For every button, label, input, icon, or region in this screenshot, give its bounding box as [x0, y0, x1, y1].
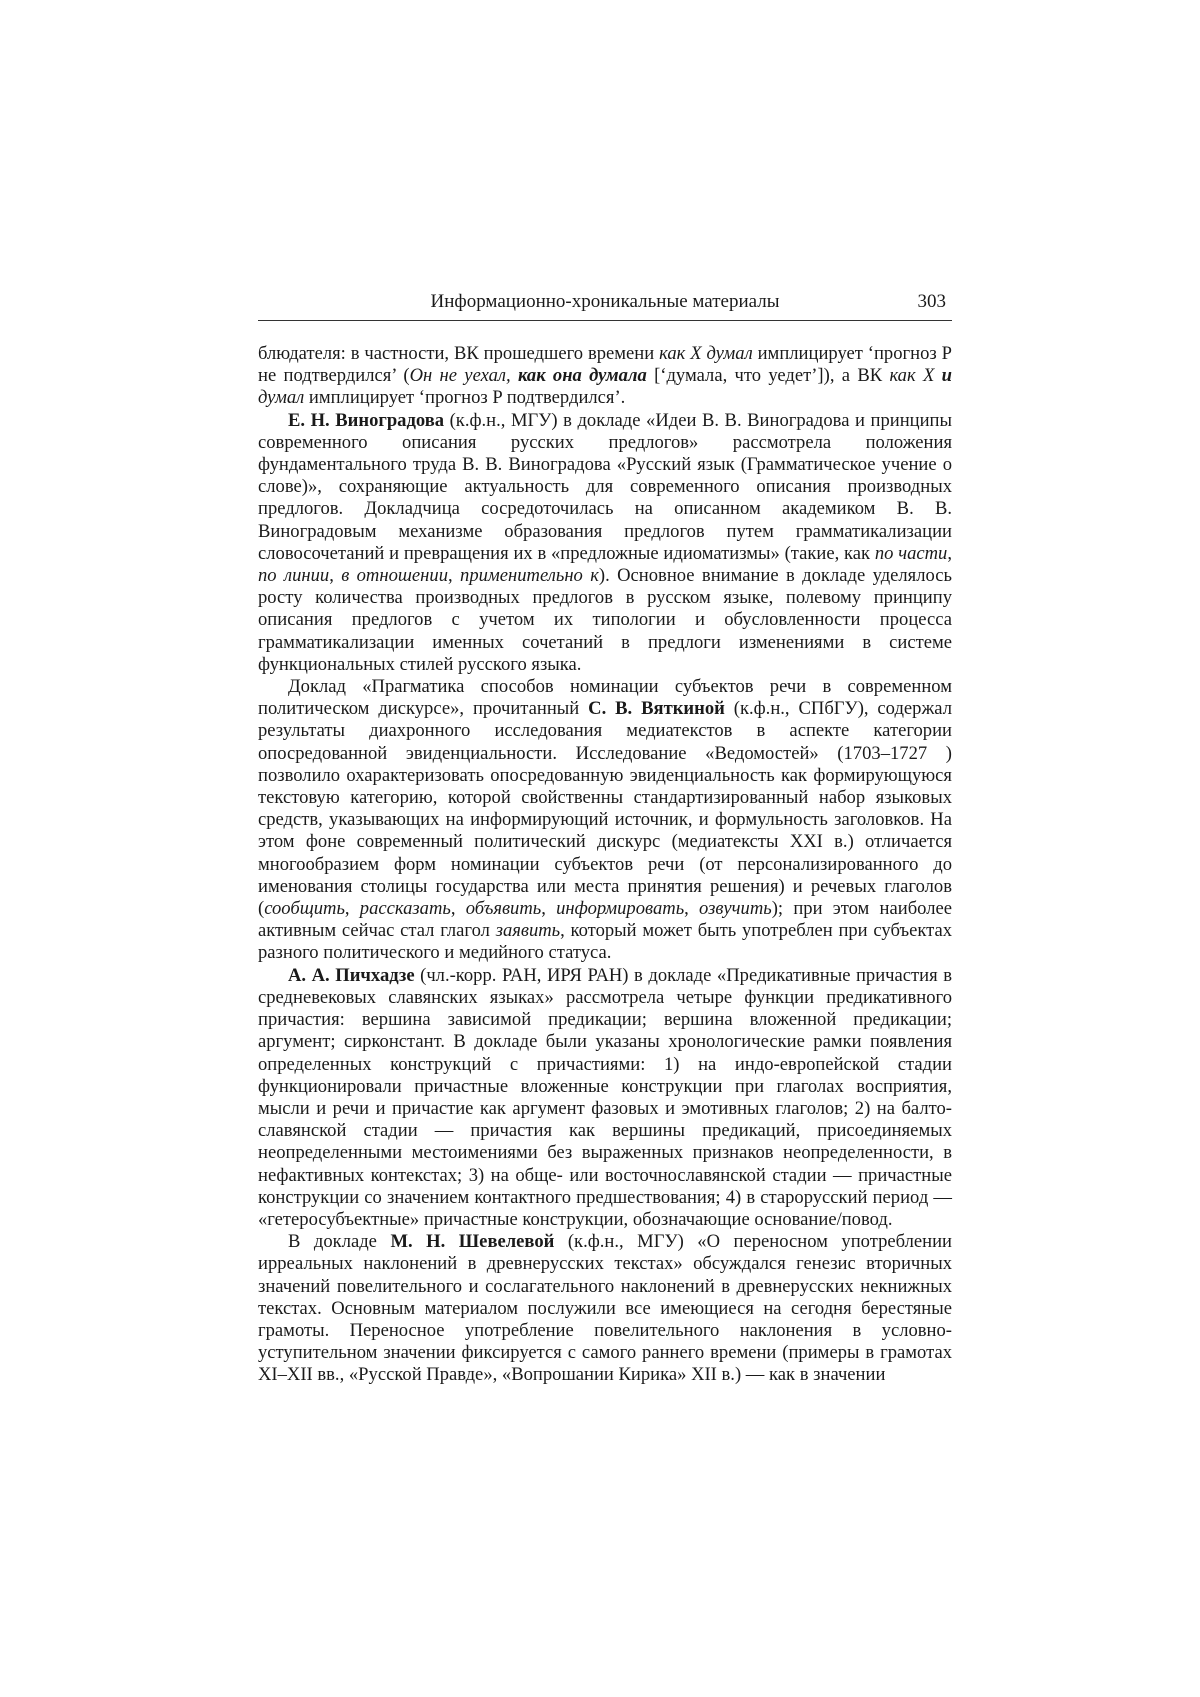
text-span: имплицирует ‘прогноз P не подтвердился’ ( [258, 343, 952, 387]
speaker-name: Е. Н. Виноградова [288, 409, 445, 431]
italic-text: как X [889, 365, 942, 387]
text-span: (к.ф.н., МГУ) «О переносном употреблении ирреальных наклонений в древнерусских текстах» обсуждался генезис вторичных значений повелительного и сослагательного наклонений в древнерусских некнижных текстах. Основным материалом послужили все имеющиеся на сегодня берестяные грамоты. Переносное употребление повелительного наклонения в условно-уступительном значении фиксируется с самого раннего времени (примеры в грамотах XI–XII вв., «Русской Правде», «Вопрошании Кирика» XII в.) — как в значении [258, 1231, 952, 1386]
italic-text: как она думала [517, 365, 647, 387]
running-header [258, 290, 952, 321]
italic-text: думал [258, 387, 305, 409]
text-span: блюдателя: в частности, ВК прошедшего времени [258, 343, 660, 364]
text-span: , [684, 898, 700, 920]
paragraph-5 [258, 1231, 952, 1386]
text-span: (к.ф.н., СПбГУ), содержал результаты диахронного исследования медиатекстов в аспекте категории опосредованной эвиденциальности. Исследование «Ведомостей» (1703–1727 ) позволило охарактеризовать опосредованную эвиденциальность как формирующуюся текстовую категорию, которой свойственны стандартизированный набор языковых средств, указывающих на информирующий источник, и формульность заголовков. На этом фоне современный политический дискурс (медиатексты XXI в.) отличается многообразием форм номинации субъектов речи (от персонализированного до именования столицы государства или места принятия решения) и речевых глаголов ( [258, 698, 952, 920]
speaker-name: С. В. Вяткиной [588, 698, 725, 720]
text-span: , [541, 898, 557, 920]
page-body [258, 343, 952, 1387]
italic-text: по части [874, 542, 948, 564]
italic-text: по линии [258, 565, 330, 587]
italic-text: в отношении [341, 565, 448, 587]
running-title: Информационно-хроникальные материалы [430, 291, 780, 312]
text-span: (к.ф.н., МГУ) в докладе «Идеи В. В. Виноградова и принципы современного описания русских предлогов» рассмотрела положения фундаментального труда В. В. Виноградова «Русский язык (Грамматическое учение о слове)», сохраняющие актуальность для современного описания производных предлогов. Докладчица сосредоточилась на описанном академиком В. В. Виноградовым механизме образования предлогов путем грамматикализации словосочетаний и превращения их в «предложные идиоматизмы» (такие, как [258, 409, 953, 564]
paragraph-4 [258, 965, 952, 1231]
text-span: , [947, 542, 952, 564]
italic-text: применительно к [460, 565, 599, 587]
italic-text: заявить [495, 920, 561, 942]
italic-text: сообщить [264, 898, 345, 920]
italic-text: объявить [465, 898, 542, 920]
text-span: Доклад «Прагматика способов номинации субъектов речи в современном политическом дискурсе», прочитанный [258, 676, 952, 720]
text-span: ). Основное внимание в докладе уделялось росту количества производных предлогов в русском языке, полевому принципу описания предлогов с учетом их типологии и обусловленности процесса грамматикализации именных сочетаний в предлоги изменениями в системе функциональных стилей русского языка. [258, 565, 953, 675]
italic-text: Он не уехал, [409, 365, 518, 387]
italic-text: информировать [556, 898, 685, 920]
speaker-name: М. Н. Шевелевой [390, 1231, 555, 1253]
text-span: , [450, 898, 466, 920]
speaker-name: А. А. Пичхадзе [288, 964, 415, 986]
text-span: , [344, 898, 360, 920]
italic-text: озвучить [699, 898, 772, 920]
paragraph-1 [258, 343, 952, 410]
bold-italic-text [942, 365, 952, 386]
bold-italic-text [518, 365, 647, 386]
text-span: имплицирует ‘прогноз P подтвердился’. [304, 387, 626, 409]
page-number: 303 [917, 291, 946, 312]
italic-text: как X думал [659, 343, 753, 364]
text-span: (чл.-корр. РАН, ИРЯ РАН) в докладе «Предикативные причастия в средневековых славянских языках» рассмотрела четыре функции предикативного причастия: вершина зависимой предикации; вершина вложенной предикации; аргумент; сирконстант. В докладе были указаны хронологические рамки появления определенных конструкций с причастиями: 1) на индо-европейской стадии функционировали причастные вложенные конструкции при глаголах восприятия, мысли и речи и причастие как аргумент фазовых и эмотивных глаголов; 2) на балто-славянской стадии — причастия как вершины предикаций, присоединяемых неопределенными местоимениями без выраженных признаков неопределенности, в нефактивных контекстах; 3) на обще- или восточнославянской стадии — причастные конструкции со значением контактного предшествования; 4) в старорусский период — «гетеросубъектные» причастные конструкции, обозначающие основание/повод. [258, 964, 952, 1230]
italic-text: и [941, 365, 952, 387]
italic-text: рассказать [359, 898, 451, 920]
paragraph-3 [258, 676, 952, 965]
text-span: , [448, 565, 461, 587]
text-span: [‘думала, что уедет’]), а ВК [646, 365, 890, 387]
text-span: , [329, 565, 342, 587]
text-span: В докладе [288, 1231, 391, 1253]
text-span: , который может быть употреблен при субъектах разного политического и медийного статуса. [258, 920, 953, 964]
paragraph-2 [258, 410, 952, 676]
text-span: ); при этом наиболее активным сейчас стал глагол [258, 898, 952, 942]
